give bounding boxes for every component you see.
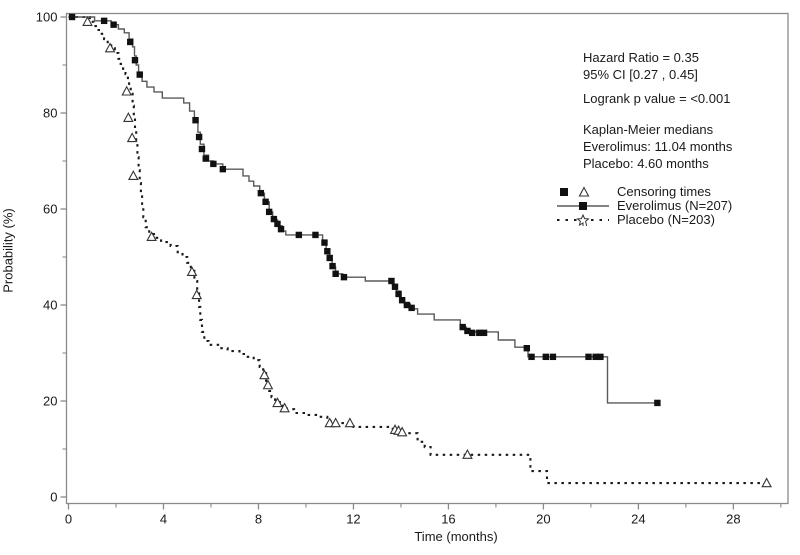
medians-title: Kaplan-Meier medians (583, 122, 714, 137)
svg-text:12: 12 (346, 511, 361, 527)
median-placebo-text: Placebo: 4.60 months (583, 156, 709, 171)
svg-text:0: 0 (50, 489, 58, 505)
x-axis (65, 504, 781, 527)
confidence-interval-text: 95% CI [0.27 , 0.45] (583, 67, 698, 82)
svg-text:16: 16 (441, 511, 456, 527)
svg-text:60: 60 (43, 201, 58, 217)
svg-text:0: 0 (64, 511, 73, 527)
legend-censoring-label: Censoring times (617, 184, 711, 199)
svg-text:20: 20 (43, 393, 58, 409)
svg-text:20: 20 (536, 511, 551, 527)
placebo-line-icon (556, 214, 610, 226)
y-axis-title: Probability (%) (0, 208, 16, 293)
svg-text:40: 40 (43, 297, 58, 313)
svg-text:100: 100 (35, 9, 58, 25)
legend-row-censoring (556, 185, 732, 199)
everolimus-line-icon (556, 200, 610, 212)
legend (556, 185, 732, 227)
logrank-text: Logrank p value = <0.001 (583, 91, 731, 106)
svg-text:28: 28 (726, 511, 741, 527)
median-everolimus-text: Everolimus: 11.04 months (583, 139, 733, 154)
stats-annotation (583, 49, 732, 172)
legend-row-placebo (556, 213, 732, 227)
svg-text:24: 24 (631, 511, 646, 527)
x-axis-title: Time (months) (414, 529, 498, 544)
svg-text:4: 4 (159, 511, 168, 527)
legend-placebo-label: Placebo (N=203) (617, 212, 715, 227)
y-axis (36, 10, 67, 505)
svg-text:8: 8 (254, 511, 263, 527)
censoring-markers-icon (556, 186, 610, 198)
svg-text:80: 80 (43, 105, 58, 121)
hazard-ratio-text: Hazard Ratio = 0.35 (583, 50, 699, 65)
legend-everolimus-label: Everolimus (N=207) (617, 198, 733, 213)
legend-row-everolimus (556, 199, 732, 213)
